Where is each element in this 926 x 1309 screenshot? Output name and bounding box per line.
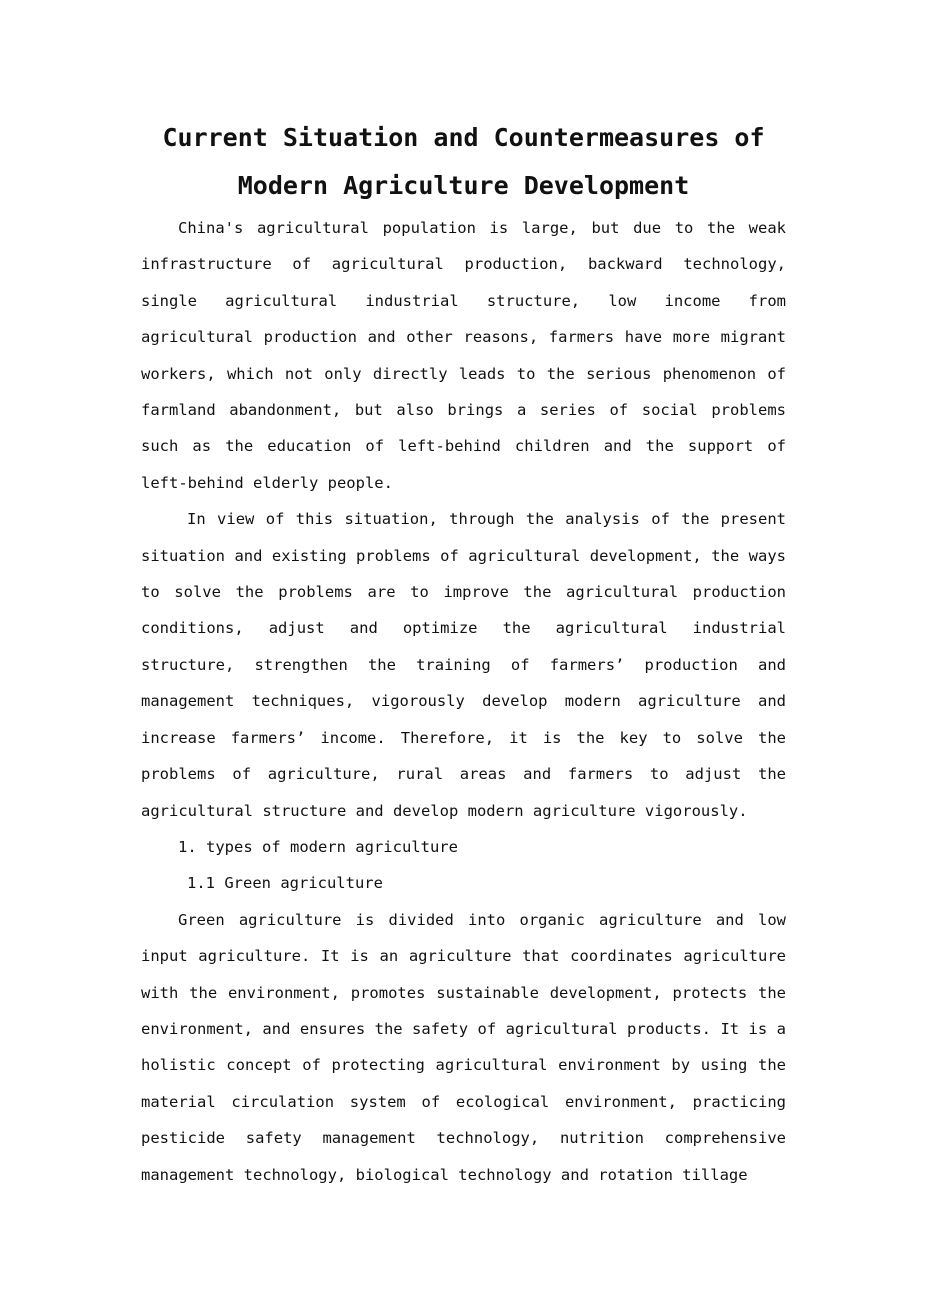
paragraph-green-agriculture: Green agriculture is divided into organic agriculture and low input agriculture. It is an agriculture that coordinates agriculture with the environment, promotes sustainable development, protects the environment, and ensures the safety of agricultural products. It is a holistic concept of protecting agricultural environment by using the material circulation system of ecological environment, practicing pesticide safety management technology, nutrition comprehensive management technology, biological technology and rotation tillage: [141, 910, 786, 1184]
paragraph-situation: In view of this situation, through the analysis of the present situation and existing problems of agricultural development, the ways to solve the problems are to improve the agricultural production conditions, adjust and optimize the agricultural industrial structure, strengthen the training of farmers’ production and management techniques, vigorously develop modern agriculture and increase farmers’ income. Therefore, it is the key to solve the problems of agriculture, rural areas and farmers to adjust the agricultural structure and develop modern agriculture vigorously.: [141, 510, 786, 820]
title-line-1: Current Situation and Countermeasures of: [162, 123, 765, 152]
section-heading-types: 1. types of modern agriculture: [178, 837, 458, 856]
paragraph-intro: China's agricultural population is large, but due to the weak infrastructure of agricultural production, backward technology, single agricultural industrial structure, low income from agricultural production and other reasons, farmers have more migrant workers, which not only directly leads to the serious phenomenon of farmland abandonment, but also brings a series of social problems such as the education of left-behind children and the support of left-behind elderly people.: [141, 219, 786, 492]
document-page: [141, 114, 786, 1193]
subsection-heading-green-agriculture: 1.1 Green agriculture: [187, 874, 383, 893]
title-line-2: Modern Agriculture Development: [237, 171, 690, 200]
document-title: [141, 114, 786, 210]
